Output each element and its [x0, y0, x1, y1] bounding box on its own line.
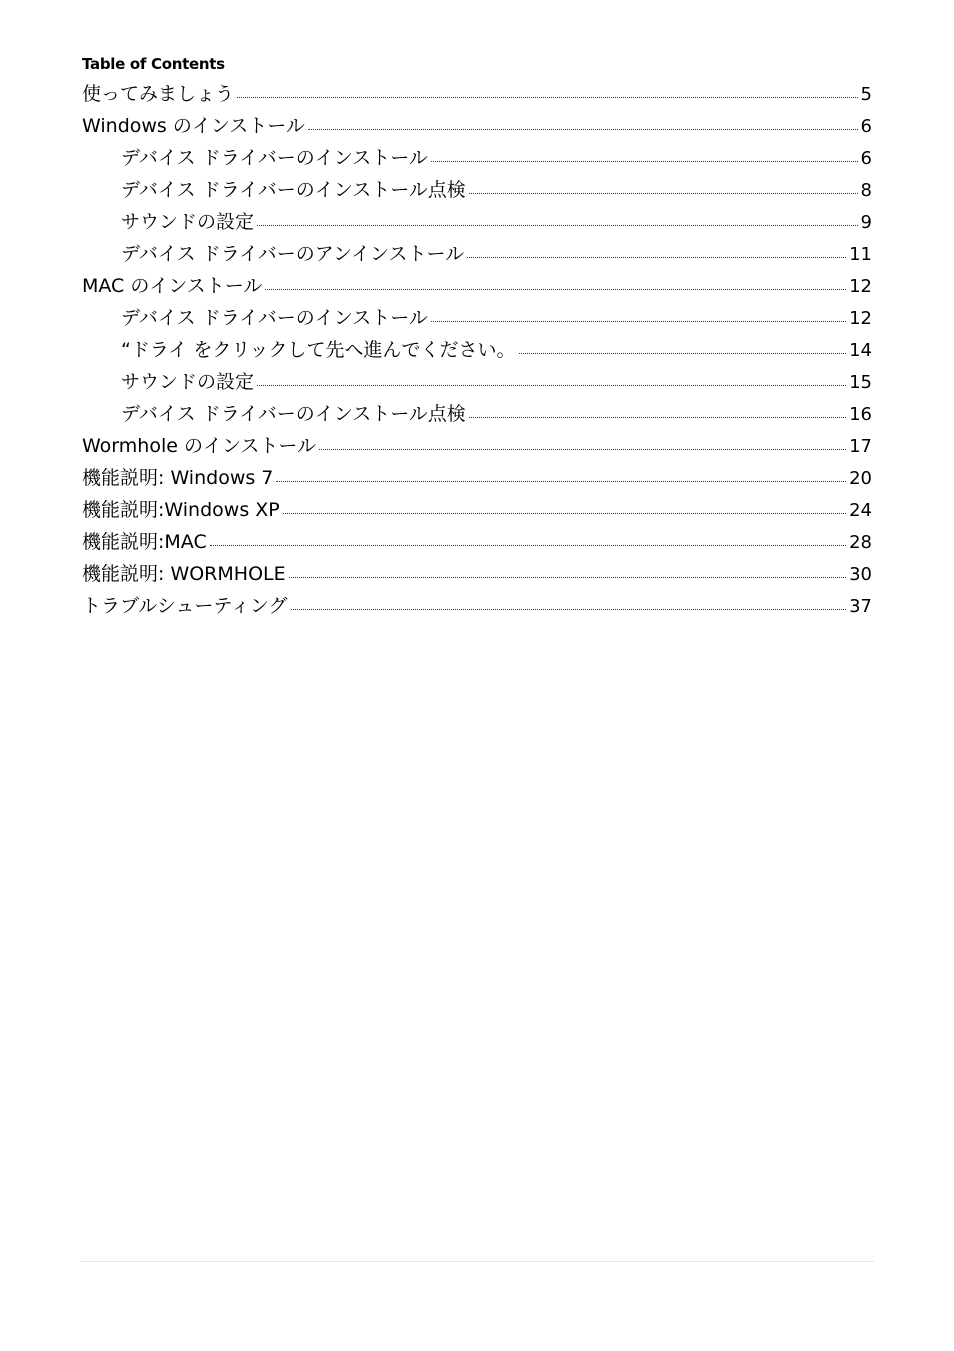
toc-entry-page: 6 [860, 116, 872, 137]
toc-entry[interactable] [82, 590, 872, 622]
toc-entry-title: MAC のインストール [82, 275, 263, 297]
toc-entry-page: 5 [860, 84, 872, 105]
toc-leader-dots [237, 95, 858, 98]
toc-entry-title: 機能説明:MAC [82, 531, 207, 553]
toc-leader-dots [291, 607, 847, 610]
toc-entry-page: 30 [849, 564, 872, 585]
toc-entry-page: 17 [849, 436, 872, 457]
toc-entry[interactable] [82, 302, 872, 334]
toc-entry-title: デバイス ドライバーのインストール [121, 147, 428, 169]
toc-entry-page: 24 [849, 500, 872, 521]
toc-entry-page: 8 [860, 180, 872, 201]
toc-entry[interactable] [82, 238, 872, 270]
toc-leader-dots [265, 287, 846, 290]
toc-leader-dots [289, 575, 846, 578]
toc-entry[interactable] [82, 174, 872, 206]
toc-entry-page: 28 [849, 532, 872, 553]
toc-entry-title: サウンドの設定 [121, 211, 255, 233]
toc-entry-title: Windows のインストール [82, 115, 305, 137]
toc-leader-dots [431, 159, 858, 162]
toc-entry[interactable] [82, 430, 872, 462]
toc-list [82, 78, 872, 622]
toc-entry-page: 12 [849, 276, 872, 297]
toc-entry-title: 機能説明:Windows XP [82, 499, 280, 521]
toc-leader-dots [308, 127, 858, 130]
toc-entry[interactable] [82, 270, 872, 302]
toc-leader-dots [319, 447, 846, 450]
toc-leader-dots [276, 479, 846, 482]
toc-entry-page: 6 [860, 148, 872, 169]
toc-leader-dots [469, 415, 846, 418]
toc-entry[interactable] [82, 398, 872, 430]
toc-entry-page: 20 [849, 468, 872, 489]
toc-entry[interactable] [82, 558, 872, 590]
toc-entry-page: 14 [849, 340, 872, 361]
toc-entry-title: サウンドの設定 [121, 371, 255, 393]
toc-entry-title: デバイス ドライバーのインストール点検 [121, 179, 466, 201]
toc-leader-dots [257, 223, 858, 226]
toc-leader-dots [469, 191, 858, 194]
toc-entry[interactable] [82, 78, 872, 110]
toc-entry[interactable] [82, 366, 872, 398]
toc-heading: Table of Contents [82, 55, 225, 73]
toc-entry-title: 機能説明: Windows 7 [82, 467, 274, 489]
toc-entry-page: 15 [849, 372, 872, 393]
toc-entry[interactable] [82, 334, 872, 366]
toc-entry[interactable] [82, 142, 872, 174]
toc-entry-page: 16 [849, 404, 872, 425]
toc-entry-page: 11 [849, 244, 872, 265]
toc-leader-dots [257, 383, 846, 386]
toc-leader-dots [519, 351, 847, 354]
toc-leader-dots [210, 543, 846, 546]
toc-entry[interactable] [82, 526, 872, 558]
toc-entry-title: デバイス ドライバーのインストール点検 [121, 403, 466, 425]
toc-entry-title: 機能説明: WORMHOLE [82, 563, 286, 585]
toc-entry-title: トラブルシューティング [82, 595, 288, 617]
toc-entry-title: “ドライ をクリックして先へ進んでください。 [121, 339, 516, 361]
toc-entry-title: Wormhole のインストール [82, 435, 317, 457]
toc-leader-dots [283, 511, 846, 514]
toc-entry[interactable] [82, 462, 872, 494]
footer-divider [80, 1261, 874, 1262]
toc-entry[interactable] [82, 206, 872, 238]
toc-entry-page: 12 [849, 308, 872, 329]
toc-entry-page: 9 [860, 212, 872, 233]
toc-entry[interactable] [82, 494, 872, 526]
toc-leader-dots [467, 255, 846, 258]
toc-entry-title: デバイス ドライバーのアンインストール [121, 243, 465, 265]
toc-entry-title: デバイス ドライバーのインストール [121, 307, 428, 329]
toc-leader-dots [431, 319, 846, 322]
toc-entry[interactable] [82, 110, 872, 142]
toc-entry-title: 使ってみましょう [82, 83, 235, 105]
toc-entry-page: 37 [849, 596, 872, 617]
